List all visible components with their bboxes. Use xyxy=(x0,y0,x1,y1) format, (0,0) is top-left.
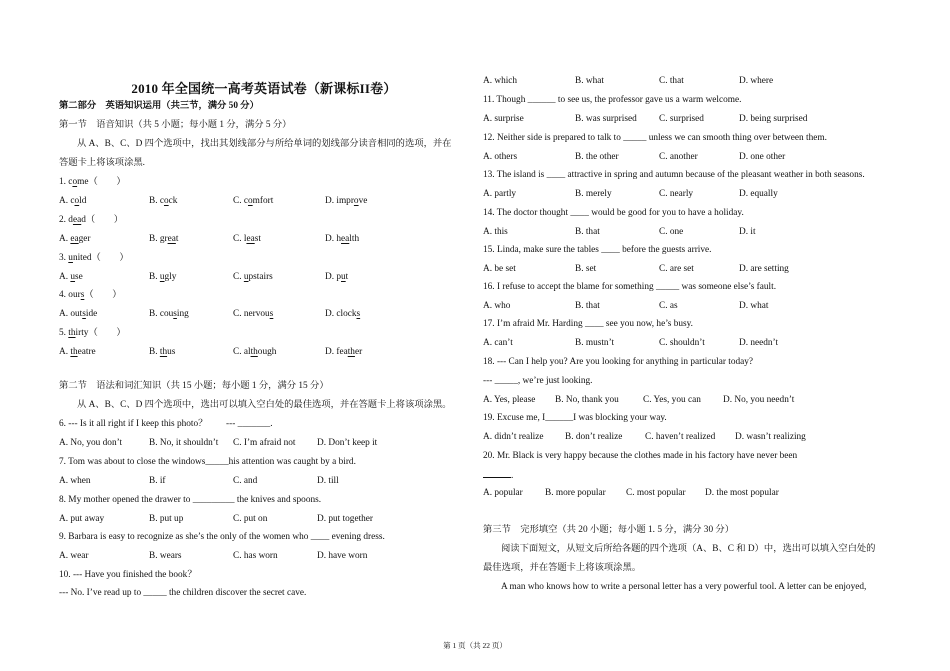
option-text: t xyxy=(175,233,179,244)
underlined-letters: u xyxy=(68,252,73,263)
section3-instruction-cont: 最佳选项，并在答题卡上将该项涂黑。 xyxy=(483,563,642,573)
question-stem: 11. Though ______ to see us, the professor gave us a warm welcome. xyxy=(483,95,742,105)
option-choice xyxy=(59,271,83,283)
underlined-letters: th xyxy=(347,347,355,358)
option-text: D. clock xyxy=(325,309,357,320)
underlined-letters: ea xyxy=(72,214,82,225)
option-choice: D. put together xyxy=(317,514,374,524)
option-text: B. xyxy=(149,347,160,358)
option-choice: B. No, thank you xyxy=(555,395,619,405)
option-choice: B. merely xyxy=(575,189,612,199)
question-stem: 17. I’m afraid Mr. Harding ____ see you now, he’s busy. xyxy=(483,319,694,329)
option-choice: C. put on xyxy=(233,514,268,524)
options-row xyxy=(483,337,913,349)
option-choice: C. nearly xyxy=(659,189,694,199)
option-choice: A. popular xyxy=(483,488,523,498)
option-text: D. h xyxy=(325,233,342,244)
option-choice xyxy=(59,233,91,245)
option-choice: B. wears xyxy=(149,551,182,561)
section1-instruction-cont: 答题卡上将该项涂黑. xyxy=(59,158,145,168)
options-row xyxy=(483,151,913,163)
option-choice: A. put away xyxy=(59,514,105,524)
option-choice: D. till xyxy=(317,476,339,486)
underlined-letters: th xyxy=(68,328,76,339)
underlined-letters: th xyxy=(70,347,78,358)
question-stem: 16. I refuse to accept the blame for something _____ was someone else’s fault. xyxy=(483,282,777,292)
option-choice: A. Yes, please xyxy=(483,395,536,405)
option-choice: A. this xyxy=(483,227,508,237)
option-choice: B. more popular xyxy=(545,488,606,498)
option-text: B. cou xyxy=(149,309,174,320)
option-choice: B. No, it shouldn’t xyxy=(149,438,219,448)
option-text: se xyxy=(75,271,83,282)
option-choice: A. can’t xyxy=(483,338,513,348)
underlined-letters: ea xyxy=(246,233,255,244)
option-text: ck xyxy=(168,196,178,206)
option-text: C. nervou xyxy=(233,309,270,320)
option-choice: D. one other xyxy=(739,152,786,162)
option-choice: B. put up xyxy=(149,514,184,524)
option-choice: D. being surprised xyxy=(739,114,808,124)
option-choice: A. surprise xyxy=(483,114,524,124)
question-number: 5. xyxy=(59,328,69,339)
option-choice: B. set xyxy=(575,264,597,274)
option-choice: D. wasn’t realizing xyxy=(735,432,806,442)
options-row xyxy=(483,226,913,238)
question-number: 3. xyxy=(59,252,69,263)
question-stem: 14. The doctor thought ____ would be good for you to have a holiday. xyxy=(483,208,744,218)
phonetics-options-row xyxy=(59,346,469,358)
option-text: lth xyxy=(349,233,360,244)
question-number: 4. xyxy=(59,290,69,301)
option-text: A. xyxy=(59,347,71,358)
question-stem: 8. My mother opened the drawer to _________ the knives and spoons. xyxy=(59,495,322,505)
option-choice: C. haven’t realized xyxy=(645,432,716,442)
option-text: D. p xyxy=(325,271,342,282)
phonetics-question-5 xyxy=(59,327,126,339)
option-text: A. out xyxy=(59,309,83,320)
option-choice xyxy=(149,271,176,283)
section3-instruction: 阅读下面短文，从短文后所给各题的四个选项（A、B、C 和 D）中，选出可以填入空白处的 xyxy=(501,544,876,554)
question-18-options xyxy=(483,394,913,406)
question-stem: 15. Linda, make sure the tables ____ before the guests arrive. xyxy=(483,245,712,255)
option-choice: D. have worn xyxy=(317,551,368,561)
options-row xyxy=(59,550,469,562)
phonetics-question-4 xyxy=(59,289,122,301)
options-row xyxy=(483,263,913,275)
phonetics-options-row xyxy=(59,271,469,283)
option-choice: A. wear xyxy=(59,551,89,561)
option-text: pstairs xyxy=(248,271,273,282)
word-part: nited（ ） xyxy=(72,252,129,263)
underlined-letters: s xyxy=(356,309,361,320)
section2-instruction: 从 A、B、C、D 四个选项中，选出可以填入空白处的最佳选项，并在答题卡上将该项涂黑。 xyxy=(77,400,452,410)
option-text: D. fea xyxy=(325,347,348,358)
question-10-stem: 10. --- Have you finished the book？ xyxy=(59,570,197,580)
underlined-letters: u xyxy=(159,271,165,282)
underlined-letters: ea xyxy=(341,233,350,244)
option-text: st xyxy=(254,233,261,244)
option-choice: B. that xyxy=(575,301,600,311)
word-part: our xyxy=(68,290,81,301)
option-choice xyxy=(233,195,273,207)
option-text: gly xyxy=(164,271,177,282)
option-choice xyxy=(325,271,348,283)
question-stem: 7. Tom was about to close the windows_____his attention was caught by a bird. xyxy=(59,457,356,467)
option-choice: C. another xyxy=(659,152,698,162)
word-part: c xyxy=(68,177,73,187)
option-choice xyxy=(149,233,178,245)
option-text: ide xyxy=(85,309,98,320)
option-text: C. al xyxy=(233,347,251,358)
option-text: ld xyxy=(79,196,87,206)
option-choice: B. mustn’t xyxy=(575,338,615,348)
option-text: C. c xyxy=(233,196,248,206)
option-choice: C. as xyxy=(659,301,678,311)
option-choice: A. partly xyxy=(483,189,517,199)
option-text: A. c xyxy=(59,196,75,206)
option-text: eatre xyxy=(77,347,96,358)
underlined-letters: o xyxy=(72,177,78,187)
underlined-letters: u xyxy=(70,271,76,282)
word-part: me（ ） xyxy=(77,177,126,187)
option-choice: D. equally xyxy=(739,189,778,199)
options-row xyxy=(483,113,913,125)
underlined-letters: o xyxy=(247,196,253,206)
option-choice xyxy=(325,346,362,358)
option-choice: C. surprised xyxy=(659,114,704,124)
underlined-letters: th xyxy=(159,347,168,358)
option-choice: B. what xyxy=(575,76,604,86)
answer-blank xyxy=(483,468,511,478)
option-choice xyxy=(149,346,175,358)
option-choice xyxy=(59,195,86,207)
option-choice: C. one xyxy=(659,227,684,237)
option-text: ger xyxy=(78,233,91,244)
option-choice xyxy=(325,195,367,207)
option-text: us xyxy=(167,347,176,358)
option-choice: C. and xyxy=(233,476,258,486)
option-choice: D. it xyxy=(739,227,756,237)
question-number: 1. xyxy=(59,177,69,187)
option-choice: A. which xyxy=(483,76,518,86)
option-choice xyxy=(233,233,261,245)
options-row xyxy=(59,513,469,525)
option-text: ing xyxy=(176,309,189,320)
option-choice: D. No, you needn’t xyxy=(723,395,795,405)
option-choice xyxy=(59,346,96,358)
underlined-letters: s xyxy=(82,309,86,320)
question-20-stem: 20. Mr. Black is very happy because the clothes made in his factory have never been xyxy=(483,451,798,461)
option-choice xyxy=(233,271,273,283)
option-text: er xyxy=(354,347,363,358)
option-choice: C. Yes, you can xyxy=(643,395,701,405)
underlined-letters: o xyxy=(74,196,80,206)
option-choice xyxy=(325,233,359,245)
option-choice: A. others xyxy=(483,152,518,162)
word-part: d xyxy=(68,214,73,225)
option-text: t xyxy=(345,271,349,282)
phonetics-question-2 xyxy=(59,214,123,226)
option-choice: D. the most popular xyxy=(705,488,779,498)
option-text: ve xyxy=(358,196,368,206)
question-number: 2. xyxy=(59,214,69,225)
underlined-letters: ea xyxy=(167,233,176,244)
question-19-options xyxy=(483,431,913,443)
option-text: A. xyxy=(59,233,71,244)
question-stem: 6. --- Is it all right if I keep this photo？ --- _______. xyxy=(59,419,273,429)
option-choice: C. has worn xyxy=(233,551,278,561)
option-text: B. xyxy=(149,271,160,282)
option-choice: A. when xyxy=(59,476,91,486)
question-18-stem-cont: --- _____, we’re just looking. xyxy=(483,376,593,386)
option-choice xyxy=(149,308,189,320)
word-part: （ ） xyxy=(84,290,122,301)
underlined-letters: u xyxy=(341,271,346,282)
option-choice: A. be set xyxy=(483,264,516,274)
cloze-passage-line: A man who knows how to write a personal letter has a very powerful tool. A letter can be enjoyed, xyxy=(501,582,867,592)
option-text: B. gr xyxy=(149,233,168,244)
option-text: mfort xyxy=(252,196,274,206)
option-choice: D. Don’t keep it xyxy=(317,438,378,448)
question-10-options xyxy=(483,75,913,87)
options-row xyxy=(483,188,913,200)
question-20-options xyxy=(483,487,913,499)
option-text: A. xyxy=(59,271,71,282)
option-choice xyxy=(325,308,360,320)
options-row xyxy=(59,437,469,449)
phonetics-options-row xyxy=(59,233,469,245)
option-choice xyxy=(149,195,177,207)
option-text: D. impr xyxy=(325,196,354,206)
option-choice: B. don’t realize xyxy=(565,432,623,442)
underlined-letters: th xyxy=(250,347,258,358)
option-text: B. c xyxy=(149,196,164,206)
section1-instruction: 从 A、B、C、D 四个选项中，找出其划线部分与所给单词的划线部分读音相同的选项，并在 xyxy=(77,139,452,149)
underlined-letters: o xyxy=(163,196,169,206)
underlined-letters: s xyxy=(173,309,177,320)
option-choice: A. No, you don’t xyxy=(59,438,123,448)
option-choice: D. where xyxy=(739,76,774,86)
option-text: C. l xyxy=(233,233,247,244)
option-choice: C. that xyxy=(659,76,684,86)
option-choice: A. who xyxy=(483,301,511,311)
part2-heading: 第二部分 英语知识运用（共三节，满分 50 分） xyxy=(59,101,259,111)
option-choice xyxy=(233,346,276,358)
question-18-stem: 18. --- Can I help you? Are you looking for anything in particular today? xyxy=(483,357,754,367)
question-20-period: . xyxy=(511,471,514,481)
question-stem: 13. The island is ____ attractive in spring and autumn because of the pleasant weather in both seasons. xyxy=(483,170,865,180)
section3-heading: 第三节 完形填空（共 20 小题；每小题 1. 5 分，满分 30 分） xyxy=(483,525,735,535)
option-text: C. xyxy=(233,271,244,282)
options-row xyxy=(483,300,913,312)
option-choice xyxy=(233,308,273,320)
word-part: d（ ） xyxy=(81,214,124,225)
underlined-letters: s xyxy=(80,290,85,301)
option-choice: B. if xyxy=(149,476,166,486)
page-footer: 第 1 页（共 22 页） xyxy=(443,641,507,650)
question-stem: 9. Barbara is easy to recognize as she’s the only of the women who ____ evening dress. xyxy=(59,532,385,542)
section2-heading: 第二节 语法和词汇知识（共 15 小题；每小题 1 分，满分 15 分） xyxy=(59,381,329,391)
option-choice: C. most popular xyxy=(626,488,686,498)
exam-title: 2010 年全国统一高考英语试卷（新课标II卷） xyxy=(131,81,397,96)
option-text: ough xyxy=(257,347,277,358)
option-choice: D. are setting xyxy=(739,264,789,274)
option-choice: B. the other xyxy=(575,152,619,162)
option-choice: B. that xyxy=(575,227,600,237)
phonetics-question-1 xyxy=(59,176,126,188)
underlined-letters: u xyxy=(243,271,249,282)
option-choice: C. shouldn’t xyxy=(659,338,705,348)
option-choice xyxy=(59,308,97,320)
phonetics-options-row xyxy=(59,195,469,207)
underlined-letters: ea xyxy=(70,233,79,244)
option-choice: A. didn’t realize xyxy=(483,432,544,442)
option-choice: B. was surprised xyxy=(575,114,637,124)
option-choice: D. needn’t xyxy=(739,338,779,348)
section1-heading: 第一节 语音知识（共 5 小题；每小题 1 分，满分 5 分） xyxy=(59,120,292,130)
question-20-stem-cont xyxy=(483,468,513,482)
underlined-letters: o xyxy=(353,196,359,206)
word-part: irty（ ） xyxy=(75,328,126,339)
question-19-stem: 19. Excuse me, I______I was blocking your way. xyxy=(483,413,667,423)
option-choice: C. I’m afraid not xyxy=(233,438,296,448)
question-stem: 12. Neither side is prepared to talk to _____ unless we can smooth thing over between them. xyxy=(483,133,827,143)
phonetics-question-3 xyxy=(59,252,129,264)
option-choice: D. what xyxy=(739,301,769,311)
option-choice: C. are set xyxy=(659,264,694,274)
question-10-stem-cont: --- No. I’ve read up to _____ the children discover the secret cave. xyxy=(59,588,307,598)
options-row xyxy=(59,475,469,487)
phonetics-options-row xyxy=(59,308,469,320)
underlined-letters: s xyxy=(269,309,274,320)
